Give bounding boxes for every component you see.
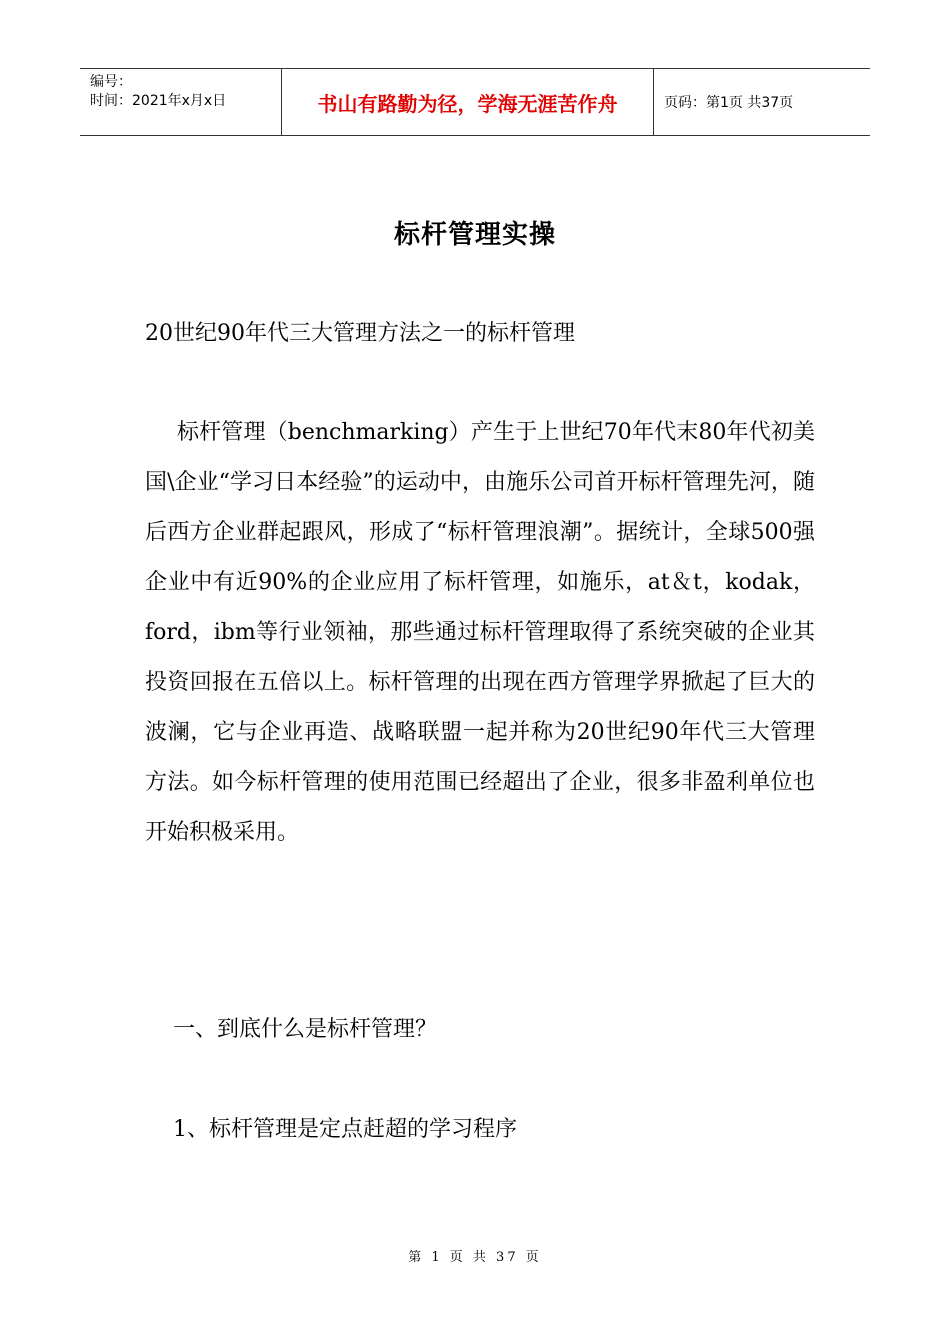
serial-label: 编号： xyxy=(90,74,132,90)
page-footer: 第 1 页 共 37 页 xyxy=(408,1250,542,1265)
header-meta-cell xyxy=(80,69,282,135)
body-paragraph: 标杆管理（benchmarking）产生于上世纪70年代末80年代初美国\企业“学习日本经验”的运动中，由施乐公司首开标杆管理先河，随后西方企业群起跟风，形成了“标杆管理浪潮”。据统计，全球500强企业中有近90%的企业应用了标杆管理，如施乐，at＆t，kodak，ford，ibm等行业领袖，那些通过标杆管理取得了系统突破的企业其投资回报在五倍以上。标杆管理的出现在西方管理学界掀起了巨大的波澜，它与企业再造、战略联盟一起并称为20世纪90年代三大管理方法。如今标杆管理的使用范围已经超出了企业，很多非盈利单位也开始积极采用。 xyxy=(145,420,815,845)
document-subtitle: 20世纪90年代三大管理方法之一的标杆管理 xyxy=(145,321,575,346)
header-page-info: 页码：第1页 共37页 xyxy=(664,95,794,111)
header-motto: 书山有路勤为径，学海无涯苦作舟 xyxy=(282,69,654,135)
section-heading: 一、到底什么是标杆管理？ xyxy=(173,1017,438,1042)
subsection-heading: 1、标杆管理是定点赶超的学习程序 xyxy=(173,1117,517,1142)
header-table xyxy=(80,68,870,136)
document-title: 标杆管理实操 xyxy=(393,220,556,250)
date-label: 时间：2021年x月x日 xyxy=(90,93,227,109)
